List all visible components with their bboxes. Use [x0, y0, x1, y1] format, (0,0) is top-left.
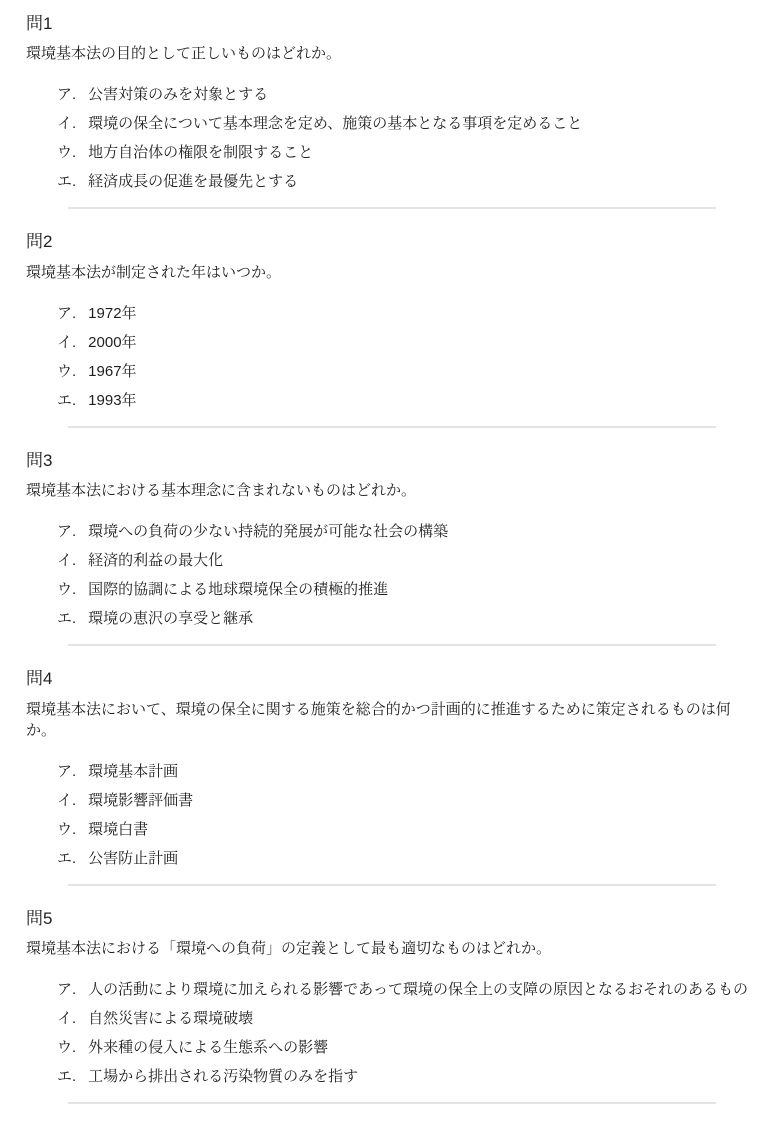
option-text: 1967年 — [88, 362, 137, 380]
answer-option — [57, 608, 758, 629]
option-text: 1972年 — [88, 304, 137, 322]
answer-option — [57, 303, 758, 324]
question-stem: 環境基本法が制定された年はいつか。 — [26, 263, 282, 281]
option-label: ア. — [57, 980, 77, 998]
options-list — [26, 521, 758, 629]
option-text: 外来種の侵入による生態系への影響 — [88, 1038, 329, 1056]
option-label: ウ. — [57, 144, 77, 162]
answer-option — [57, 979, 758, 1000]
question-stem: 環境基本法の目的として正しいものはどれか。 — [26, 45, 342, 63]
option-text: 環境の恵沢の享受と継承 — [88, 610, 254, 628]
answer-option — [57, 848, 758, 869]
question-block — [26, 669, 758, 885]
question-number: 問4 — [26, 669, 53, 689]
option-label: エ. — [57, 610, 77, 628]
option-text: 自然災害による環境破壊 — [88, 1009, 254, 1027]
question-number: 問5 — [26, 908, 53, 928]
options-list — [26, 761, 758, 869]
option-text: 環境基本計画 — [88, 762, 179, 780]
question-block — [26, 232, 758, 427]
answer-option — [57, 332, 758, 353]
option-label: ウ. — [57, 581, 77, 599]
answer-option — [57, 819, 758, 840]
answer-option — [57, 761, 758, 782]
option-text: 人の活動により環境に加えられる影響であって環境の保全上の支障の原因となるおそれのあるもの — [88, 980, 749, 998]
option-text: 環境の保全について基本理念を定め、施策の基本となる事項を定めること — [88, 115, 583, 133]
option-label: エ. — [57, 1067, 77, 1085]
question-block — [26, 14, 758, 209]
option-text: 経済成長の促進を最優先とする — [88, 173, 299, 191]
answer-option — [57, 142, 758, 163]
options-list — [26, 303, 758, 411]
question-stem: 環境基本法において、環境の保全に関する施策を総合的かつ計画的に推進するために策定されるものは何か。 — [26, 700, 731, 739]
question-stem: 環境基本法における「環境への負荷」の定義として最も適切なものはどれか。 — [26, 939, 552, 957]
answer-option — [57, 84, 758, 105]
answer-option — [57, 521, 758, 542]
option-label: イ. — [57, 791, 77, 809]
option-label: ア. — [57, 304, 77, 322]
option-label: イ. — [57, 115, 77, 133]
option-label: イ. — [57, 552, 77, 570]
option-label: エ. — [57, 391, 77, 409]
answer-option — [57, 390, 758, 411]
option-text: 環境影響評価書 — [88, 791, 194, 809]
option-text: 経済的利益の最大化 — [88, 552, 224, 570]
answer-option — [57, 790, 758, 811]
option-label: ア. — [57, 762, 77, 780]
option-label: イ. — [57, 1009, 77, 1027]
option-text: 公害対策のみを対象とする — [88, 86, 269, 104]
question-divider — [68, 207, 716, 209]
option-text: 環境への負荷の少ない持続的発展が可能な社会の構築 — [88, 523, 449, 541]
option-text: 国際的協調による地球環境保全の積極的推進 — [88, 581, 389, 599]
question-block — [26, 451, 758, 646]
answer-option — [57, 579, 758, 600]
option-text: 1993年 — [88, 391, 137, 409]
option-label: ア. — [57, 86, 77, 104]
answer-option — [57, 361, 758, 382]
question-divider — [68, 1102, 716, 1104]
option-text: 地方自治体の権限を制限すること — [88, 144, 314, 162]
options-list — [26, 979, 758, 1087]
answer-option — [57, 1008, 758, 1029]
option-text: 環境白書 — [88, 820, 149, 838]
option-label: エ. — [57, 849, 77, 867]
question-block — [26, 909, 758, 1104]
option-label: イ. — [57, 333, 77, 351]
answer-option — [57, 1037, 758, 1058]
question-number: 問3 — [26, 450, 53, 470]
question-divider — [68, 426, 716, 428]
option-text: 工場から排出される汚染物質のみを指す — [88, 1067, 359, 1085]
option-label: ウ. — [57, 1038, 77, 1056]
question-number: 問2 — [26, 232, 53, 252]
option-label: ウ. — [57, 362, 77, 380]
question-number: 問1 — [26, 14, 53, 33]
option-text: 公害防止計画 — [88, 849, 179, 867]
answer-option — [57, 1066, 758, 1087]
answer-option — [57, 550, 758, 571]
question-stem: 環境基本法における基本理念に含まれないものはどれか。 — [26, 482, 417, 500]
option-label: エ. — [57, 173, 77, 191]
answer-option — [57, 113, 758, 134]
option-label: ア. — [57, 523, 77, 541]
question-divider — [68, 884, 716, 886]
option-text: 2000年 — [88, 333, 137, 351]
options-list — [26, 84, 758, 192]
option-label: ウ. — [57, 820, 77, 838]
answer-option — [57, 171, 758, 192]
question-divider — [68, 644, 716, 646]
